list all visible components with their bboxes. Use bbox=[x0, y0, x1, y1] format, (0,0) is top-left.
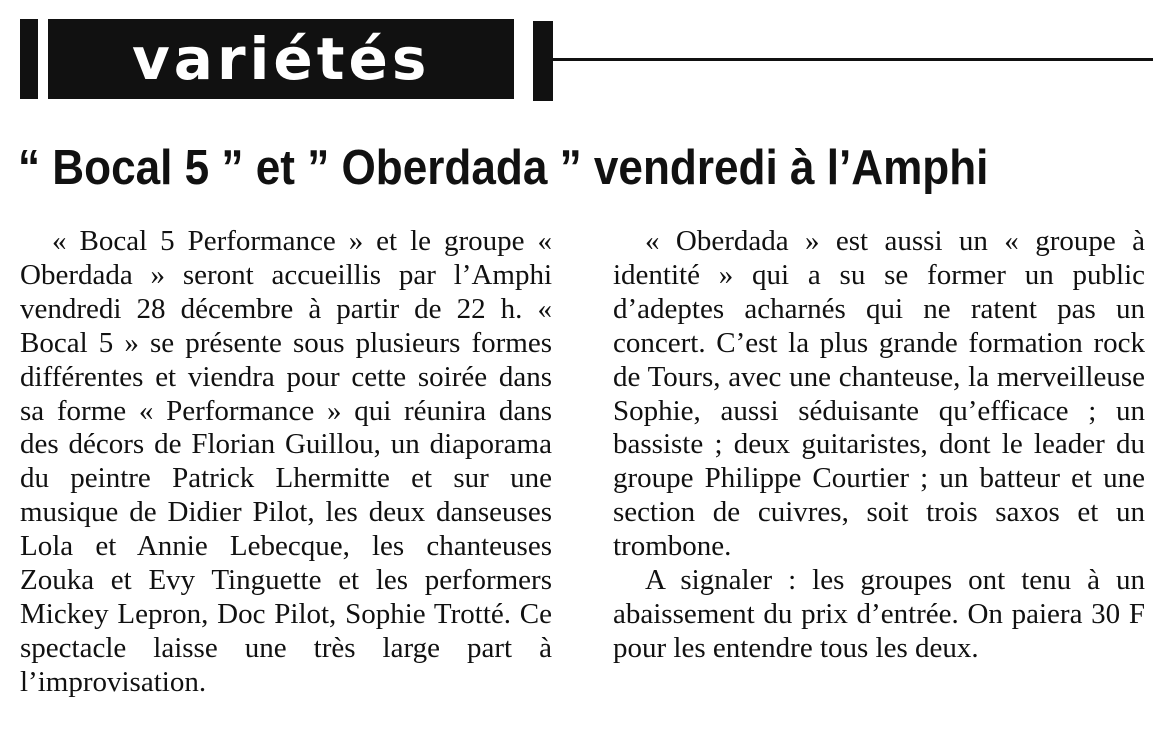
paragraph: A signaler : les groupes ont tenu à un abaissement du prix d’entrée. On paiera 30 F pour les entendre tous les deux. bbox=[613, 564, 1145, 664]
paragraph: « Bocal 5 Performance » et le groupe « Oberdada » seront accueillis par l’Amphi vendredi 28 décembre à partir de 22 h. « Bocal 5 » se présente sous plusieurs formes différentes et viendra pour cette soirée dans sa forme « Performance » qui réunira dans des décors de Florian Guillou, un diaporama du peintre Patrick Lhermitte et sur une musique de Didier Pilot, les deux danseuses Lola et Annie Lebecque, les chanteuses Zouka et Evy Tinguette et les performers Mickey Lepron, Doc Pilot, Sophie Trotté. Ce spectacle laisse une très large part à l’improvisation. bbox=[20, 225, 552, 698]
article-column-right bbox=[613, 225, 1145, 666]
article-column-left bbox=[20, 225, 552, 700]
rubric-bar-left bbox=[20, 19, 38, 99]
paragraph: « Oberdada » est aussi un « groupe à identité » qui a su se former un public d’adeptes acharnés qui ne ratent pas un concert. C’est la plus grande formation rock de Tours, avec une chanteuse, la merveilleuse Sophie, aussi séduisante qu’efficace ; un bassiste ; deux guitaristes, dont le leader du groupe Philippe Courtier ; un batteur et une section de cuivres, soit trois saxos et un trombone. bbox=[613, 225, 1145, 563]
section-rubric-label: variétés bbox=[132, 25, 431, 93]
rubric-bar-right bbox=[533, 21, 553, 101]
section-rubric bbox=[48, 19, 514, 99]
header-rule bbox=[553, 58, 1153, 61]
article-headline: “ Bocal 5 ” et ” Oberdada ” vendredi à l’Amphi bbox=[18, 141, 989, 195]
